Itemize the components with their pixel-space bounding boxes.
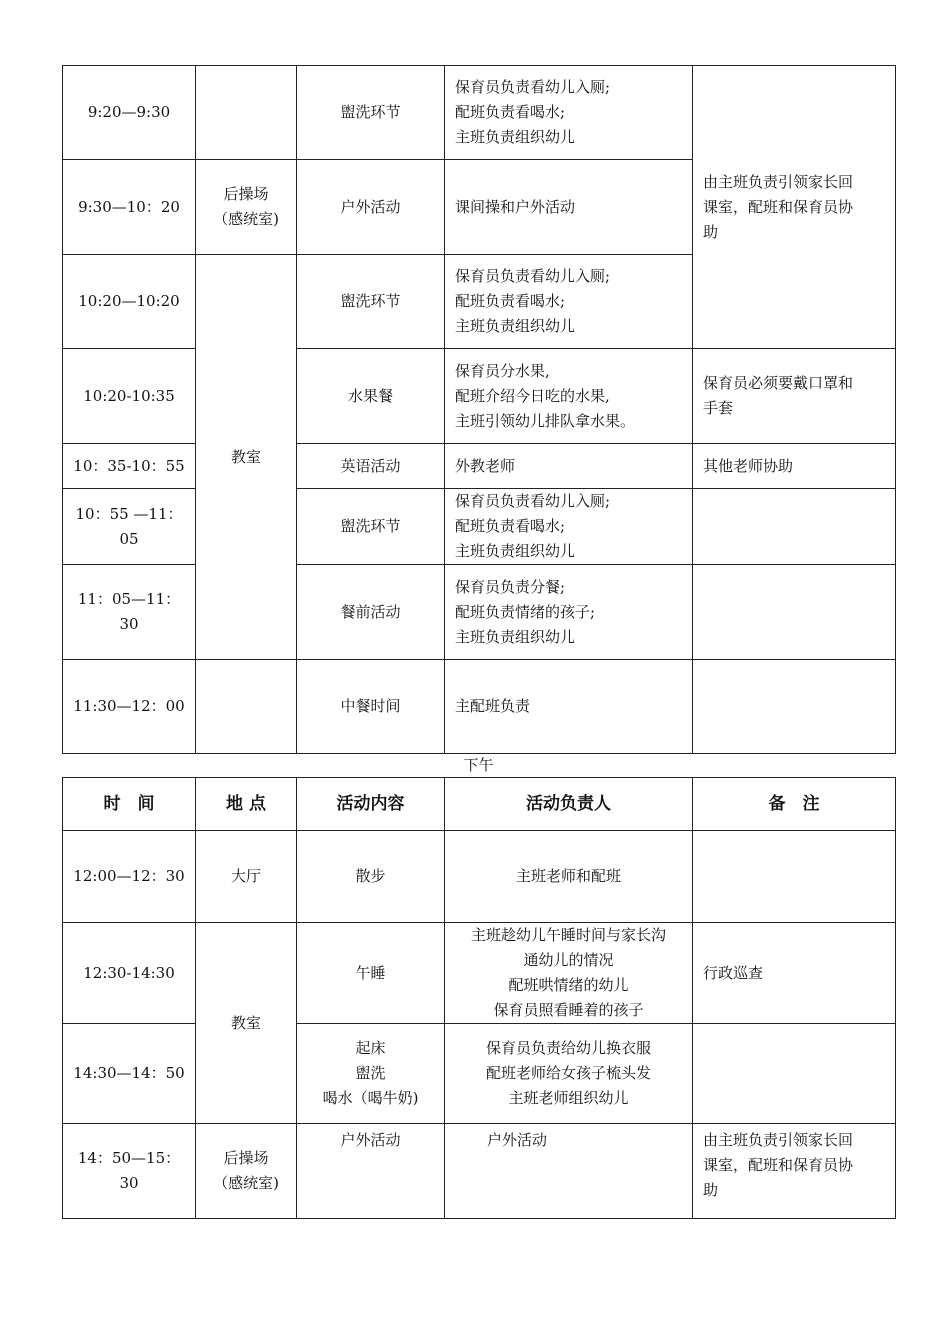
time-cell	[63, 565, 196, 660]
note-line: 课室，配班和保育员协	[703, 1156, 854, 1174]
note-cell: 其他老师协助	[693, 444, 896, 489]
staff-line: 通幼儿的情况	[523, 951, 614, 969]
note-cell	[693, 1024, 896, 1124]
activity-line: 喝水（喝牛奶)	[322, 1089, 419, 1107]
note-line: 由主班负责引领家长回	[703, 1131, 854, 1149]
activity-cell: 户外活动	[297, 160, 445, 255]
time-line: 30	[119, 1174, 139, 1192]
staff-line: 保育员分水果,	[455, 361, 550, 380]
table-row	[63, 923, 896, 1024]
note-line: 保育员必须要戴口罩和	[703, 374, 854, 392]
note-cell	[693, 349, 896, 444]
table-row	[63, 565, 896, 660]
note-line: 助	[703, 1181, 719, 1199]
afternoon-schedule-table	[62, 777, 896, 1219]
time-cell: 10：35-10：55	[63, 444, 196, 489]
time-cell: 9:30—10：20	[63, 160, 196, 255]
staff-cell	[445, 1024, 693, 1124]
place-cell	[196, 1124, 297, 1219]
header-place: 地 点	[196, 778, 297, 831]
activity-cell: 餐前活动	[297, 565, 445, 660]
time-cell: 10:20—10:20	[63, 255, 196, 349]
note-cell	[693, 565, 896, 660]
staff-line: 配班负责看喝水;	[455, 517, 566, 535]
staff-cell: 主班老师和配班	[445, 831, 693, 923]
staff-line: 主班老师组织幼儿	[508, 1089, 629, 1107]
time-line: 14：50—15：	[77, 1149, 181, 1167]
place-cell	[196, 660, 297, 754]
staff-line: 配班介绍今日吃的水果,	[455, 386, 610, 405]
place-cell-classroom: 教室	[196, 255, 297, 660]
staff-cell	[445, 565, 693, 660]
staff-cell: 户外活动	[445, 1124, 693, 1219]
header-row	[63, 778, 896, 831]
staff-cell	[445, 66, 693, 160]
time-cell: 14:30—14：50	[63, 1024, 196, 1124]
time-line: 05	[119, 529, 139, 548]
note-cell	[693, 1124, 896, 1219]
place-line: （感统室)	[213, 1174, 279, 1192]
table-row	[63, 660, 896, 754]
time-cell: 11:30—12：00	[63, 660, 196, 754]
header-note: 备 注	[693, 778, 896, 831]
staff-cell	[445, 923, 693, 1024]
staff-cell: 外教老师	[445, 444, 693, 489]
staff-line: 主班负责组织幼儿	[455, 317, 576, 335]
time-cell: 10:20-10:35	[63, 349, 196, 444]
section-label-afternoon: 下午	[463, 756, 494, 774]
staff-line: 配班负责看喝水;	[455, 292, 566, 310]
activity-cell: 户外活动	[297, 1124, 445, 1219]
staff-line: 主班负责组织幼儿	[455, 542, 576, 560]
staff-cell	[445, 489, 693, 565]
note-line: 课室，配班和保育员协	[703, 197, 854, 216]
note-line: 手套	[703, 399, 734, 417]
activity-cell: 盥洗环节	[297, 489, 445, 565]
activity-cell	[297, 1024, 445, 1124]
header-activity: 活动内容	[297, 778, 445, 831]
activity-cell: 盥洗环节	[297, 255, 445, 349]
activity-cell: 散步	[297, 831, 445, 923]
staff-line: 主班趁幼儿午睡时间与家长沟	[470, 926, 666, 944]
time-cell	[63, 1124, 196, 1219]
time-line: 10：55 —11：	[75, 504, 183, 523]
morning-schedule-table	[62, 65, 896, 754]
staff-line: 保育员照看睡着的孩子	[493, 1001, 644, 1019]
staff-line: 保育员负责分餐;	[455, 577, 566, 596]
time-cell: 12:00—12：30	[63, 831, 196, 923]
staff-line: 配班哄情绪的幼儿	[508, 976, 629, 994]
activity-cell: 水果餐	[297, 349, 445, 444]
activity-cell: 盥洗环节	[297, 66, 445, 160]
staff-line: 保育员负责看幼儿入厕;	[455, 492, 611, 510]
time-line: 30	[119, 615, 139, 633]
place-line: （感统室)	[213, 210, 279, 228]
activity-cell: 中餐时间	[297, 660, 445, 754]
staff-cell	[445, 349, 693, 444]
staff-cell: 主配班负责	[445, 660, 693, 754]
header-staff: 活动负责人	[445, 778, 693, 831]
header-time: 时 间	[63, 778, 196, 831]
staff-cell: 课间操和户外活动	[445, 160, 693, 255]
place-cell: 大厅	[196, 831, 297, 923]
staff-line: 保育员负责看幼儿入厕;	[455, 78, 611, 96]
activity-cell: 午睡	[297, 923, 445, 1024]
table-row	[63, 1024, 896, 1124]
table-row	[63, 831, 896, 923]
place-cell	[196, 66, 297, 160]
time-cell: 12:30-14:30	[63, 923, 196, 1024]
note-line: 助	[703, 222, 719, 241]
staff-line: 主班负责组织幼儿	[455, 128, 576, 146]
note-cell	[693, 660, 896, 754]
place-line: 后操场	[223, 1149, 269, 1167]
activity-cell: 英语活动	[297, 444, 445, 489]
place-cell-classroom: 教室	[196, 923, 297, 1124]
table-row	[63, 349, 896, 444]
staff-line: 配班负责看喝水;	[455, 103, 566, 121]
table-row	[63, 66, 896, 160]
place-cell	[196, 160, 297, 255]
note-cell	[693, 489, 896, 565]
staff-line: 主班负责组织幼儿	[455, 627, 576, 646]
activity-line: 盥洗	[355, 1064, 386, 1082]
table-row	[63, 1124, 896, 1219]
staff-line: 保育员负责给幼儿换衣服	[485, 1039, 651, 1057]
staff-cell	[445, 255, 693, 349]
note-cell	[693, 831, 896, 923]
staff-line: 保育员负责看幼儿入厕;	[455, 267, 611, 285]
staff-line: 主班引领幼儿排队拿水果。	[455, 411, 636, 430]
time-cell	[63, 489, 196, 565]
table-row	[63, 444, 896, 489]
activity-line: 起床	[355, 1039, 386, 1057]
staff-line: 配班老师给女孩子梳头发	[485, 1064, 651, 1082]
staff-line: 配班负责情绪的孩子;	[455, 602, 596, 621]
place-line: 后操场	[223, 185, 269, 203]
note-cell	[693, 66, 896, 349]
time-cell: 9:20—9:30	[63, 66, 196, 160]
note-line: 由主班负责引领家长回	[703, 172, 854, 191]
table-row	[63, 489, 896, 565]
note-cell: 行政巡查	[693, 923, 896, 1024]
time-line: 11：05—11：	[77, 590, 181, 608]
